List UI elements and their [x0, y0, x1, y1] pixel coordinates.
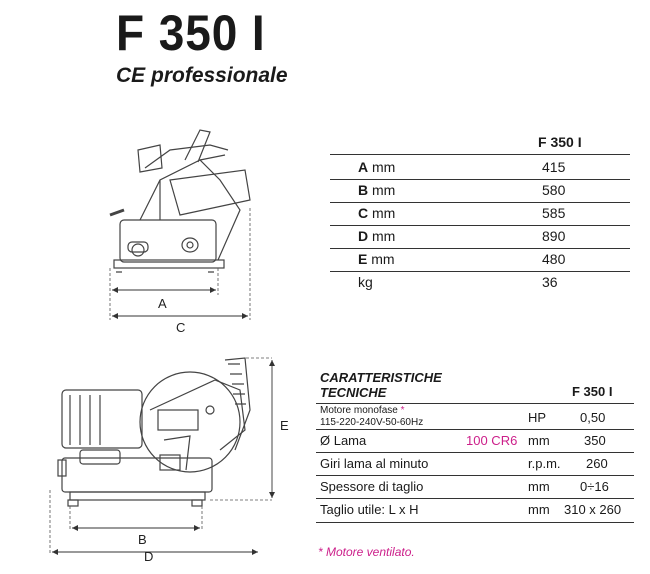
table-divider — [316, 403, 634, 404]
footnote: * Motore ventilato. — [318, 545, 415, 559]
dim-label-d: D — [144, 549, 154, 564]
dim-unit: mm — [368, 182, 396, 198]
dim-letter: C — [358, 205, 369, 221]
motor-asterisk: * — [400, 405, 405, 416]
table-row — [330, 179, 630, 202]
dim-value: 580 — [542, 182, 566, 198]
dim-letter: B — [358, 182, 369, 198]
table-divider — [316, 475, 634, 476]
dim-unit: mm — [368, 159, 396, 175]
specs-heading-line1: CARATTERISTICHE — [320, 370, 442, 385]
side-view-diagram — [100, 120, 300, 340]
blade-material: 100 CR6 — [466, 433, 518, 448]
table-divider — [316, 429, 634, 430]
blade-value: 350 — [584, 433, 606, 448]
table-row — [330, 225, 630, 248]
dim-value: 585 — [542, 205, 566, 221]
specs-heading — [320, 370, 442, 400]
thickness-unit: mm — [528, 479, 550, 494]
table-row — [330, 271, 630, 294]
dimensions-column-header: F 350 I — [538, 134, 582, 150]
dim-value: 480 — [542, 251, 566, 267]
front-view-diagram — [40, 350, 310, 565]
dim-label-c: C — [176, 320, 186, 335]
dim-value: 36 — [542, 274, 558, 290]
motor-label: Motore monofase — [320, 405, 398, 416]
dim-letter: E — [358, 251, 368, 267]
dim-label-b: B — [138, 532, 147, 547]
dim-label-e: E — [280, 418, 289, 433]
dim-label-a: A — [158, 296, 167, 311]
table-divider — [316, 498, 634, 499]
table-divider — [316, 452, 634, 453]
blade-unit: mm — [528, 433, 550, 448]
table-divider — [330, 154, 630, 155]
thickness-value: 0÷16 — [580, 479, 609, 494]
table-row — [330, 248, 630, 271]
thickness-label: Spessore di taglio — [320, 479, 424, 494]
speed-label: Giri lama al minuto — [320, 456, 429, 471]
specs-heading-line2: TECNICHE — [320, 385, 387, 400]
table-row — [330, 202, 630, 225]
motor-label-cell — [320, 405, 405, 416]
cut-value: 310 x 260 — [564, 502, 622, 517]
dim-letter: A — [358, 159, 369, 175]
dim-unit: mm — [368, 228, 396, 244]
blade-label: Ø Lama — [320, 433, 367, 448]
dim-value: 415 — [542, 159, 566, 175]
specs-column-header: F 350 I — [572, 384, 613, 399]
table-divider — [316, 522, 634, 523]
cut-label: Taglio utile: L x H — [320, 502, 419, 517]
motor-unit: HP — [528, 410, 547, 425]
dim-unit: kg — [358, 274, 373, 290]
dim-unit: mm — [367, 251, 395, 267]
table-row — [330, 156, 630, 179]
motor-voltage: 115-220-240V-50-60Hz — [320, 417, 424, 428]
dim-letter: D — [358, 228, 369, 244]
speed-value: 260 — [586, 456, 608, 471]
model-subtitle: CE professionale — [116, 64, 288, 87]
dim-unit: mm — [368, 205, 396, 221]
speed-unit: r.p.m. — [528, 456, 561, 471]
model-title: F 350 I — [116, 5, 266, 61]
cut-unit: mm — [528, 502, 550, 517]
motor-value: 0,50 — [580, 410, 606, 425]
dim-value: 890 — [542, 228, 566, 244]
